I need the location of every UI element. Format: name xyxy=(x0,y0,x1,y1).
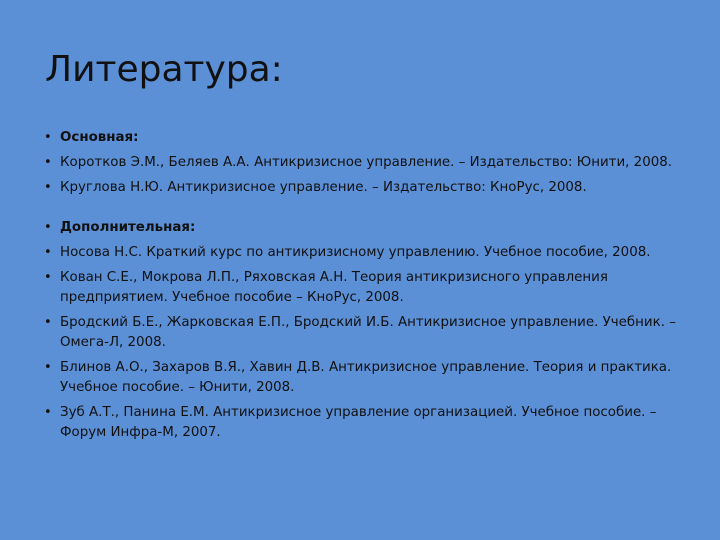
list-item-text: Зуб А.Т., Панина Е.М. Антикризисное управление организацией. Учебное пособие. – Форум Инфра-М, 2007. xyxy=(60,405,657,440)
bibliography-list xyxy=(44,128,684,448)
list-item xyxy=(44,358,684,398)
list-item xyxy=(44,403,684,443)
section-heading-main xyxy=(44,128,684,148)
list-item xyxy=(44,313,684,353)
list-item-text: Кован С.Е., Мокрова Л.П., Ряховская А.Н. Теория антикризисного управления предприятием. Учебное пособие – КноРус, 2008. xyxy=(60,270,608,305)
bullet-icon: • xyxy=(44,245,52,260)
bullet-icon: • xyxy=(44,130,52,145)
list-item-text: Бродский Б.Е., Жарковская Е.П., Бродский И.Б. Антикризисное управление. Учебник. – Омега-Л, 2008. xyxy=(60,315,676,350)
list-item-text: Круглова Н.Ю. Антикризисное управление. – Издательство: КноРус, 2008. xyxy=(60,180,587,195)
list-item xyxy=(44,153,684,173)
bullet-icon: • xyxy=(44,405,52,420)
list-item xyxy=(44,178,684,198)
bullet-icon: • xyxy=(44,220,52,235)
list-item xyxy=(44,268,684,308)
list-item xyxy=(44,243,684,263)
bullet-icon: • xyxy=(44,360,52,375)
slide-title: Литература: xyxy=(45,49,283,90)
list-item-text: Основная: xyxy=(60,130,139,145)
list-item-text: Коротков Э.М., Беляев А.А. Антикризисное управление. – Издательство: Юнити, 2008. xyxy=(60,155,673,170)
bullet-icon: • xyxy=(44,270,52,285)
bullet-icon: • xyxy=(44,155,52,170)
bullet-icon: • xyxy=(44,315,52,330)
list-item-text: Дополнительная: xyxy=(60,220,196,235)
bullet-icon: • xyxy=(44,180,52,195)
list-item-text: Носова Н.С. Краткий курс по антикризисному управлению. Учебное пособие, 2008. xyxy=(60,245,651,260)
section-heading-additional xyxy=(44,218,684,238)
list-item-text: Блинов А.О., Захаров В.Я., Хавин Д.В. Антикризисное управление. Теория и практика. Учебное пособие. – Юнити, 2008. xyxy=(60,360,672,395)
